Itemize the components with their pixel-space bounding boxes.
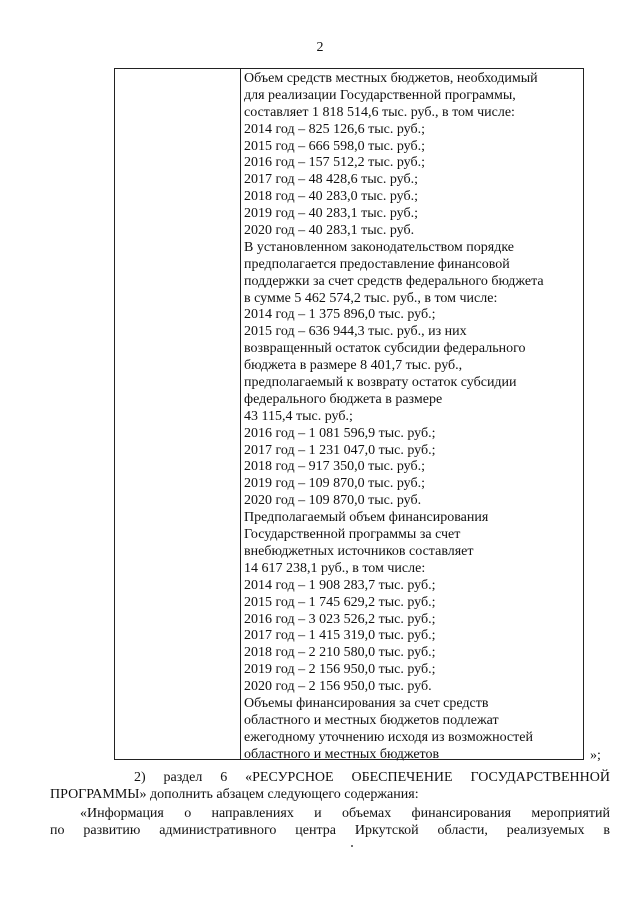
table-cell-line: 2020 год – 109 870,0 тыс. руб. [244,493,422,509]
table-cell-line: 2017 год – 1 231 047,0 тыс. руб.; [244,442,436,458]
table-cell-line: 2019 год – 40 283,1 тыс. руб.; [244,206,418,222]
table-cell-line: федерального бюджета в размере [244,391,443,407]
paragraph-information [50,805,610,839]
table-cell-line: 2018 год – 917 350,0 тыс. руб.; [244,459,425,475]
table-cell-line: 2014 год – 1 908 283,7 тыс. руб.; [244,577,436,593]
financing-table [114,68,584,760]
table-right-cell [244,71,579,764]
paragraph-section-6-amendment [50,769,610,803]
table-cell-line: для реализации Государственной программы, [244,87,516,103]
table-cell-line: Объемы финансирования за счет средств [244,695,489,711]
scan-speck [351,845,353,847]
table-cell-line: 2020 год – 2 156 950,0 тыс. руб. [244,679,432,695]
table-left-cell [115,69,240,759]
table-cell-line: 14 617 238,1 руб., в том числе: [244,560,426,576]
table-cell-line: областного и местных бюджетов подлежат [244,712,499,728]
table-cell-line: 2014 год – 1 375 896,0 тыс. руб.; [244,307,436,323]
table-cell-line: бюджета в размере 8 401,7 тыс. руб., [244,358,463,374]
table-cell-line: поддержки за счет средств федерального бюджета [244,273,544,289]
table-cell-line: 2015 год – 666 598,0 тыс. руб.; [244,138,425,154]
table-cell-line: предполагается предоставление финансовой [244,256,510,272]
page-number: 2 [316,40,324,55]
table-cell-line: 2017 год – 48 428,6 тыс. руб.; [244,172,418,188]
table-cell-line: 2019 год – 2 156 950,0 тыс. руб.; [244,662,436,678]
closing-quote-mark: »; [590,748,601,763]
table-cell-line: 43 115,4 тыс. руб.; [244,408,353,424]
paragraph-line: «Информация о направлениях и объемах финансирования мероприятий [80,806,610,821]
table-cell-line: 2015 год – 1 745 629,2 тыс. руб.; [244,594,436,610]
table-cell-line: областного и местных бюджетов [244,746,440,762]
table-cell-line: составляет 1 818 514,6 тыс. руб., в том числе: [244,104,515,120]
table-cell-line: 2016 год – 157 512,2 тыс. руб.; [244,155,425,171]
table-cell-line: 2014 год – 825 126,6 тыс. руб.; [244,121,425,137]
table-cell-line: предполагаемый к возврату остаток субсидии [244,375,517,391]
table-cell-line: возвращенный остаток субсидии федерального [244,341,526,357]
table-cell-line: 2019 год – 109 870,0 тыс. руб.; [244,476,425,492]
table-cell-line: 2015 год – 636 944,3 тыс. руб., из них [244,324,467,340]
table-cell-line: Предполагаемый объем финансирования [244,510,489,526]
table-cell-line: ежегодному уточнению исходя из возможностей [244,729,533,745]
paragraph-line: ПРОГРАММЫ» дополнить абзацем следующего содержания: [50,787,419,802]
table-cell-line: 2016 год – 3 023 526,2 тыс. руб.; [244,611,436,627]
table-cell-line: в сумме 5 462 574,2 тыс. руб., в том числе: [244,290,498,306]
table-cell-line: В установленном законодательством порядке [244,239,515,255]
table-column-divider [240,69,241,759]
table-cell-line: 2020 год – 40 283,1 тыс. руб. [244,223,415,239]
paragraph-line: 2) раздел 6 «РЕСУРСНОЕ ОБЕСПЕЧЕНИЕ ГОСУДАРСТВЕННОЙ [134,770,610,785]
table-cell-line: 2018 год – 40 283,0 тыс. руб.; [244,189,418,205]
table-cell-line: внебюджетных источников составляет [244,543,474,559]
paragraph-line: по развитию административного центра Иркутской области, реализуемых в [50,823,610,838]
table-cell-line: Объем средств местных бюджетов, необходимый [244,71,538,86]
table-cell-line: Государственной программы за счет [244,527,461,543]
table-cell-line: 2016 год – 1 081 596,9 тыс. руб.; [244,425,436,441]
table-cell-line: 2018 год – 2 210 580,0 тыс. руб.; [244,645,436,661]
table-cell-line: 2017 год – 1 415 319,0 тыс. руб.; [244,628,436,644]
